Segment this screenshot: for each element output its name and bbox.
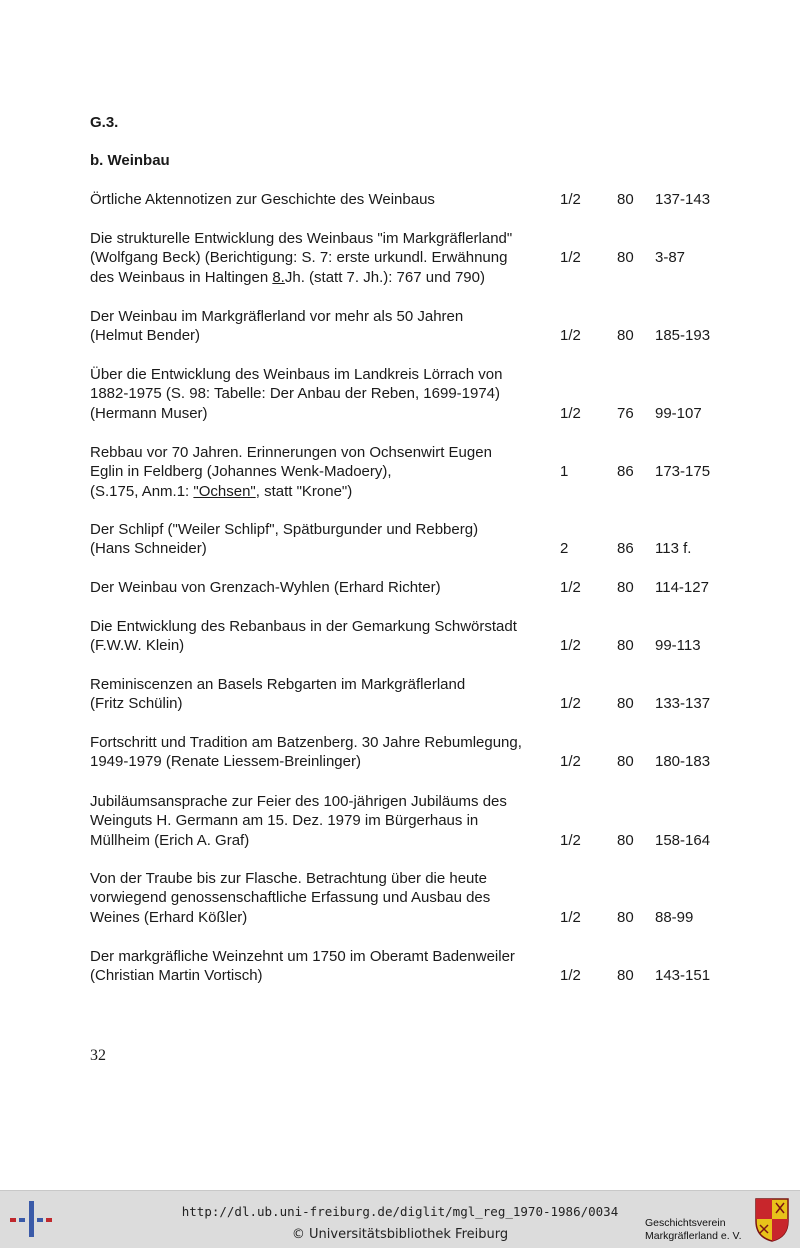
section-title: b. Weinbau xyxy=(90,152,170,169)
entry-line: Rebbau vor 70 Jahren. Erinnerungen von Ochsenwirt Eugen xyxy=(90,444,492,461)
entry-pages: 133-137 xyxy=(655,695,711,713)
entry-year: 80 xyxy=(617,191,634,209)
list-item xyxy=(90,617,730,656)
entry-citation xyxy=(560,831,730,850)
entry-line: Weines (Erhard Kößler) xyxy=(90,908,248,926)
entry-volume: 1/2 xyxy=(560,831,581,849)
entry-line: Die Entwicklung des Rebanbaus in der Gemarkung Schwörstadt xyxy=(90,618,517,635)
entry-citation xyxy=(560,190,730,209)
entry-line-with-underline: (S.175, Anm.1: "Ochsen", statt "Krone") xyxy=(90,482,353,500)
list-item xyxy=(90,520,730,559)
entry-line: (Christian Martin Vortisch) xyxy=(90,967,263,985)
entry-line-with-underline: des Weinbaus in Haltingen 8.Jh. (statt 7. Jh.): 767 und 790) xyxy=(90,268,485,286)
entry-volume: 1/2 xyxy=(560,404,581,422)
entry-citation xyxy=(560,248,730,267)
entry-year: 80 xyxy=(617,831,634,849)
entry-title xyxy=(90,617,560,656)
entry-line: Die strukturelle Entwicklung des Weinbaus "im Markgräflerland" xyxy=(90,230,513,247)
entry-citation xyxy=(560,539,730,558)
document-url-link[interactable]: http://dl.ub.uni-freiburg.de/diglit/mgl_reg_1970-1986/0034 xyxy=(181,1204,619,1219)
entry-pages: 173-175 xyxy=(655,463,711,481)
entry-pages: 99-107 xyxy=(655,404,702,422)
list-item xyxy=(90,365,730,423)
list-item xyxy=(90,578,730,597)
entry-year: 80 xyxy=(617,695,634,713)
entry-pages: 143-151 xyxy=(655,967,711,985)
list-item xyxy=(90,443,730,501)
entry-title xyxy=(90,869,560,927)
entry-pages: 114-127 xyxy=(655,579,709,597)
entry-title xyxy=(90,947,560,986)
list-item xyxy=(90,869,730,927)
list-item xyxy=(90,733,730,772)
entry-citation xyxy=(560,908,730,927)
entry-pages: 3-87 xyxy=(655,249,686,267)
entry-volume: 1/2 xyxy=(560,753,581,771)
entry-volume: 1/2 xyxy=(560,908,581,926)
entry-volume: 1/2 xyxy=(560,695,581,713)
entry-pages: 88-99 xyxy=(655,908,694,926)
entry-citation xyxy=(560,326,730,345)
entry-line: Weinguts H. Germann am 15. Dez. 1979 im Bürgerhaus in xyxy=(90,812,479,830)
entry-line: Jubiläumsansprache zur Feier des 100-jährigen Jubiläums des xyxy=(90,793,507,810)
entry-line: (Hans Schneider) xyxy=(90,540,207,558)
entry-pages: 158-164 xyxy=(655,831,711,849)
entry-line: (F.W.W. Klein) xyxy=(90,637,185,655)
entry-pages: 137-143 xyxy=(655,191,711,209)
entry-line: Reminiscenzen an Basels Rebgarten im Markgräflerland xyxy=(90,676,466,693)
entry-title xyxy=(90,307,560,346)
entry-pages: 185-193 xyxy=(655,327,711,345)
society-line: Markgräflerland e. V. xyxy=(645,1230,742,1242)
entry-volume: 1/2 xyxy=(560,191,581,209)
list-item xyxy=(90,190,730,209)
entry-title xyxy=(90,578,560,597)
entry-year: 86 xyxy=(617,540,634,558)
entry-line: Fortschritt und Tradition am Batzenberg. 30 Jahre Rebumlegung, xyxy=(90,734,522,751)
entry-title xyxy=(90,733,570,772)
entry-line: Von der Traube bis zur Flasche. Betrachtung über die heute xyxy=(90,870,487,887)
entry-citation xyxy=(560,462,730,481)
section-code: G.3. xyxy=(90,114,119,131)
entry-volume: 1/2 xyxy=(560,579,581,597)
entry-line: Eglin in Feldberg (Johannes Wenk-Madoery), xyxy=(90,463,392,481)
society-name xyxy=(645,1217,742,1243)
entry-volume: 1/2 xyxy=(560,249,581,267)
entry-title xyxy=(90,190,560,209)
entry-year: 80 xyxy=(617,908,634,926)
entry-year: 80 xyxy=(617,249,634,267)
page-number: 32 xyxy=(90,1047,106,1064)
entry-volume: 1/2 xyxy=(560,327,581,345)
entry-citation xyxy=(560,636,730,655)
entry-line: Der markgräfliche Weinzehnt um 1750 im Oberamt Badenweiler xyxy=(90,948,515,965)
entry-line: 1882-1975 (S. 98: Tabelle: Der Anbau der Reben, 1699-1974) xyxy=(90,385,501,403)
entry-citation xyxy=(560,404,730,423)
entry-citation xyxy=(560,966,730,985)
entry-pages: 99-113 xyxy=(655,637,701,655)
entry-volume: 1 xyxy=(560,463,569,481)
entry-volume: 2 xyxy=(560,540,569,558)
entry-title xyxy=(90,229,560,287)
entry-title xyxy=(90,443,560,501)
list-item xyxy=(90,947,730,986)
entry-citation xyxy=(560,752,730,771)
list-item xyxy=(90,229,730,287)
entry-line: Der Schlipf ("Weiler Schlipf", Spätburgunder und Rebberg) xyxy=(90,521,479,538)
entry-volume: 1/2 xyxy=(560,637,581,655)
entry-line: 1949-1979 (Renate Liessem-Breinlinger) xyxy=(90,753,361,771)
list-item xyxy=(90,792,730,850)
copyright-text: © Universitätsbibliothek Freiburg xyxy=(291,1227,509,1242)
entry-line: Über die Entwicklung des Weinbaus im Landkreis Lörrach von xyxy=(90,366,503,383)
entry-year: 80 xyxy=(617,967,634,985)
list-item xyxy=(90,307,730,346)
footer-bar xyxy=(0,1190,800,1248)
entry-citation xyxy=(560,578,730,597)
entry-year: 80 xyxy=(617,753,634,771)
entry-pages: 180-183 xyxy=(655,753,711,771)
entry-line: (Hermann Muser) xyxy=(90,404,208,422)
entry-title xyxy=(90,520,560,559)
entry-year: 80 xyxy=(617,327,634,345)
entry-line: (Fritz Schülin) xyxy=(90,695,183,713)
entry-title xyxy=(90,792,560,850)
entry-line: Örtliche Aktennotizen zur Geschichte des Weinbaus xyxy=(90,191,435,208)
entry-line: Der Weinbau im Markgräflerland vor mehr als 50 Jahren xyxy=(90,308,464,325)
entry-year: 80 xyxy=(617,637,634,655)
entry-line: Der Weinbau von Grenzach-Wyhlen (Erhard Richter) xyxy=(90,579,441,596)
entry-line: (Wolfgang Beck) (Berichtigung: S. 7: erste urkundl. Erwähnung xyxy=(90,249,508,267)
entry-title xyxy=(90,675,560,714)
list-item xyxy=(90,675,730,714)
coat-of-arms-icon xyxy=(752,1195,792,1243)
entry-line: (Helmut Bender) xyxy=(90,327,201,345)
society-line: Geschichtsverein xyxy=(645,1217,726,1229)
entry-citation xyxy=(560,694,730,713)
entry-volume: 1/2 xyxy=(560,967,581,985)
entry-year: 76 xyxy=(617,404,634,422)
entry-title xyxy=(90,365,560,423)
entry-year: 80 xyxy=(617,579,634,597)
entry-pages: 113 f. xyxy=(655,540,692,558)
entry-year: 86 xyxy=(617,463,634,481)
entry-line: vorwiegend genossenschaftliche Erfassung und Ausbau des xyxy=(90,889,491,907)
entry-line: Müllheim (Erich A. Graf) xyxy=(90,831,250,849)
